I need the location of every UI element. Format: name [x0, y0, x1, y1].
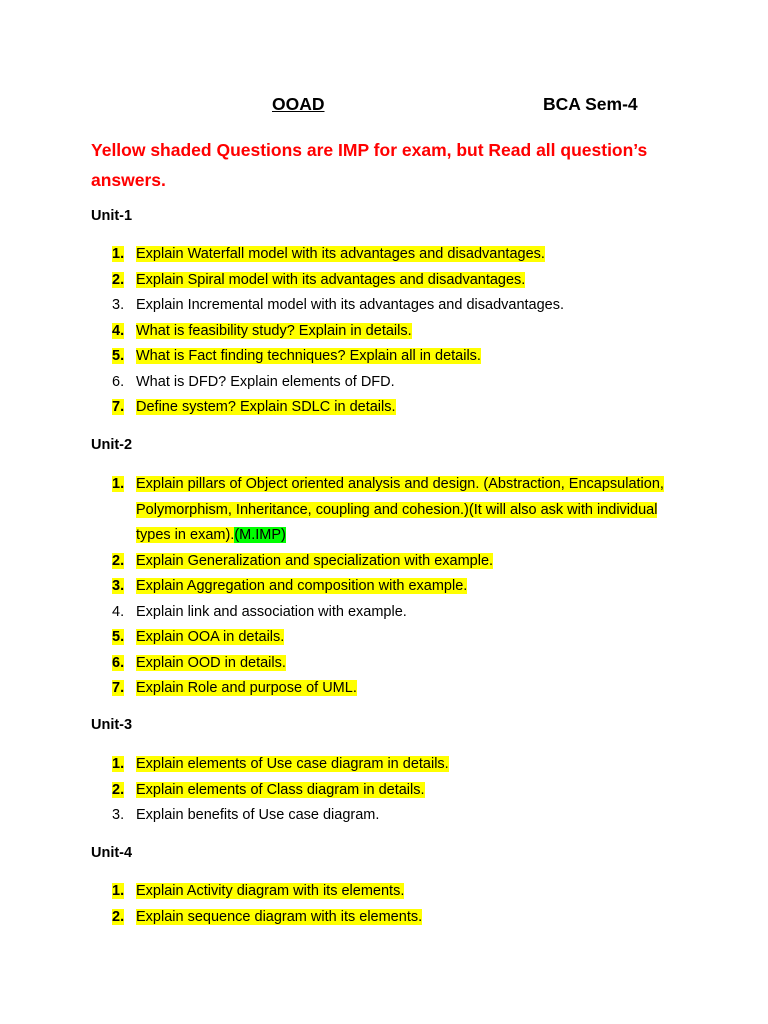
question-item [112, 879, 672, 905]
question-item [112, 293, 672, 319]
question-item [112, 242, 672, 268]
question-number: 2. [112, 271, 125, 288]
most-important-tag: (M.IMP) [234, 527, 286, 543]
question-item [112, 472, 672, 549]
question-number: 4. [112, 603, 125, 620]
question-item [112, 803, 672, 829]
question-item [112, 676, 672, 702]
question-text: Explain Aggregation and composition with example. [136, 578, 468, 594]
question-number: 3. [112, 297, 125, 313]
question-item [112, 651, 672, 677]
question-item [112, 370, 672, 396]
question-text: What is DFD? Explain elements of DFD. [136, 373, 395, 390]
question-text: What is feasibility study? Explain in details. [136, 322, 412, 339]
question-text: Define system? Explain SDLC in details. [136, 399, 396, 415]
question-number: 1. [112, 246, 125, 262]
question-number: 5. [112, 629, 125, 645]
question-number: 2. [112, 908, 125, 925]
question-text: Explain Activity diagram with its elements. [136, 883, 405, 899]
question-text: What is Fact finding techniques? Explain all in details. [136, 348, 481, 364]
question-number: 7. [112, 680, 125, 696]
unit-3-heading: Unit-3 [91, 717, 133, 733]
question-text: Explain Role and purpose of UML. [136, 680, 357, 696]
question-item [112, 778, 672, 804]
question-text: Explain Spiral model with its advantages and disadvantages. [136, 271, 526, 288]
question-item [112, 905, 672, 931]
question-text: Explain benefits of Use case diagram. [136, 807, 380, 823]
question-number: 4. [112, 322, 125, 339]
question-item [112, 574, 672, 600]
important-notice: Yellow shaded Questions are IMP for exam, but Read all question’s answers. [91, 140, 648, 190]
unit-1-question-list [112, 242, 672, 421]
question-number: 7. [112, 399, 125, 415]
question-item [112, 549, 672, 575]
course-title: BCA Sem-4 [543, 94, 638, 114]
document-header [0, 94, 768, 120]
question-number: 3. [112, 807, 125, 823]
unit-4-question-list [112, 879, 672, 930]
question-item [112, 268, 672, 294]
question-number: 6. [112, 373, 125, 390]
question-item [112, 625, 672, 651]
unit-2-heading: Unit-2 [91, 437, 133, 453]
question-number: 1. [112, 883, 125, 899]
question-text: Explain sequence diagram with its elements. [136, 908, 423, 925]
question-number: 1. [112, 476, 125, 492]
question-number: 6. [112, 654, 125, 671]
question-text: Explain elements of Use case diagram in details. [136, 756, 449, 772]
question-text: Explain link and association with example. [136, 603, 407, 620]
question-text: Explain Waterfall model with its advantages and disadvantages. [136, 246, 545, 262]
subject-title: OOAD [272, 94, 325, 114]
question-number: 2. [112, 781, 125, 798]
question-item [112, 752, 672, 778]
unit-1-heading: Unit-1 [91, 208, 133, 224]
unit-3-question-list [112, 752, 672, 829]
question-text: Explain OOD in details. [136, 654, 286, 671]
question-item [112, 600, 672, 626]
question-item [112, 319, 672, 345]
question-number: 2. [112, 552, 125, 569]
question-item [112, 395, 672, 421]
question-item [112, 344, 672, 370]
question-number: 1. [112, 756, 125, 772]
question-text: Explain Incremental model with its advantages and disadvantages. [136, 297, 565, 313]
question-text: Explain elements of Class diagram in details. [136, 781, 425, 798]
unit-2-question-list [112, 472, 672, 702]
unit-4-heading: Unit-4 [91, 845, 133, 861]
question-number: 3. [112, 578, 125, 594]
question-number: 5. [112, 348, 125, 364]
question-text: Explain Generalization and specialization with example. [136, 552, 494, 569]
question-text: Explain OOA in details. [136, 629, 285, 645]
question-text: Explain pillars of Object oriented analysis and design. (Abstraction, Encapsulation, Polymorphism, Inheritance, coupling and cohesion.)(It will also ask with individual types in exam). [136, 476, 664, 543]
